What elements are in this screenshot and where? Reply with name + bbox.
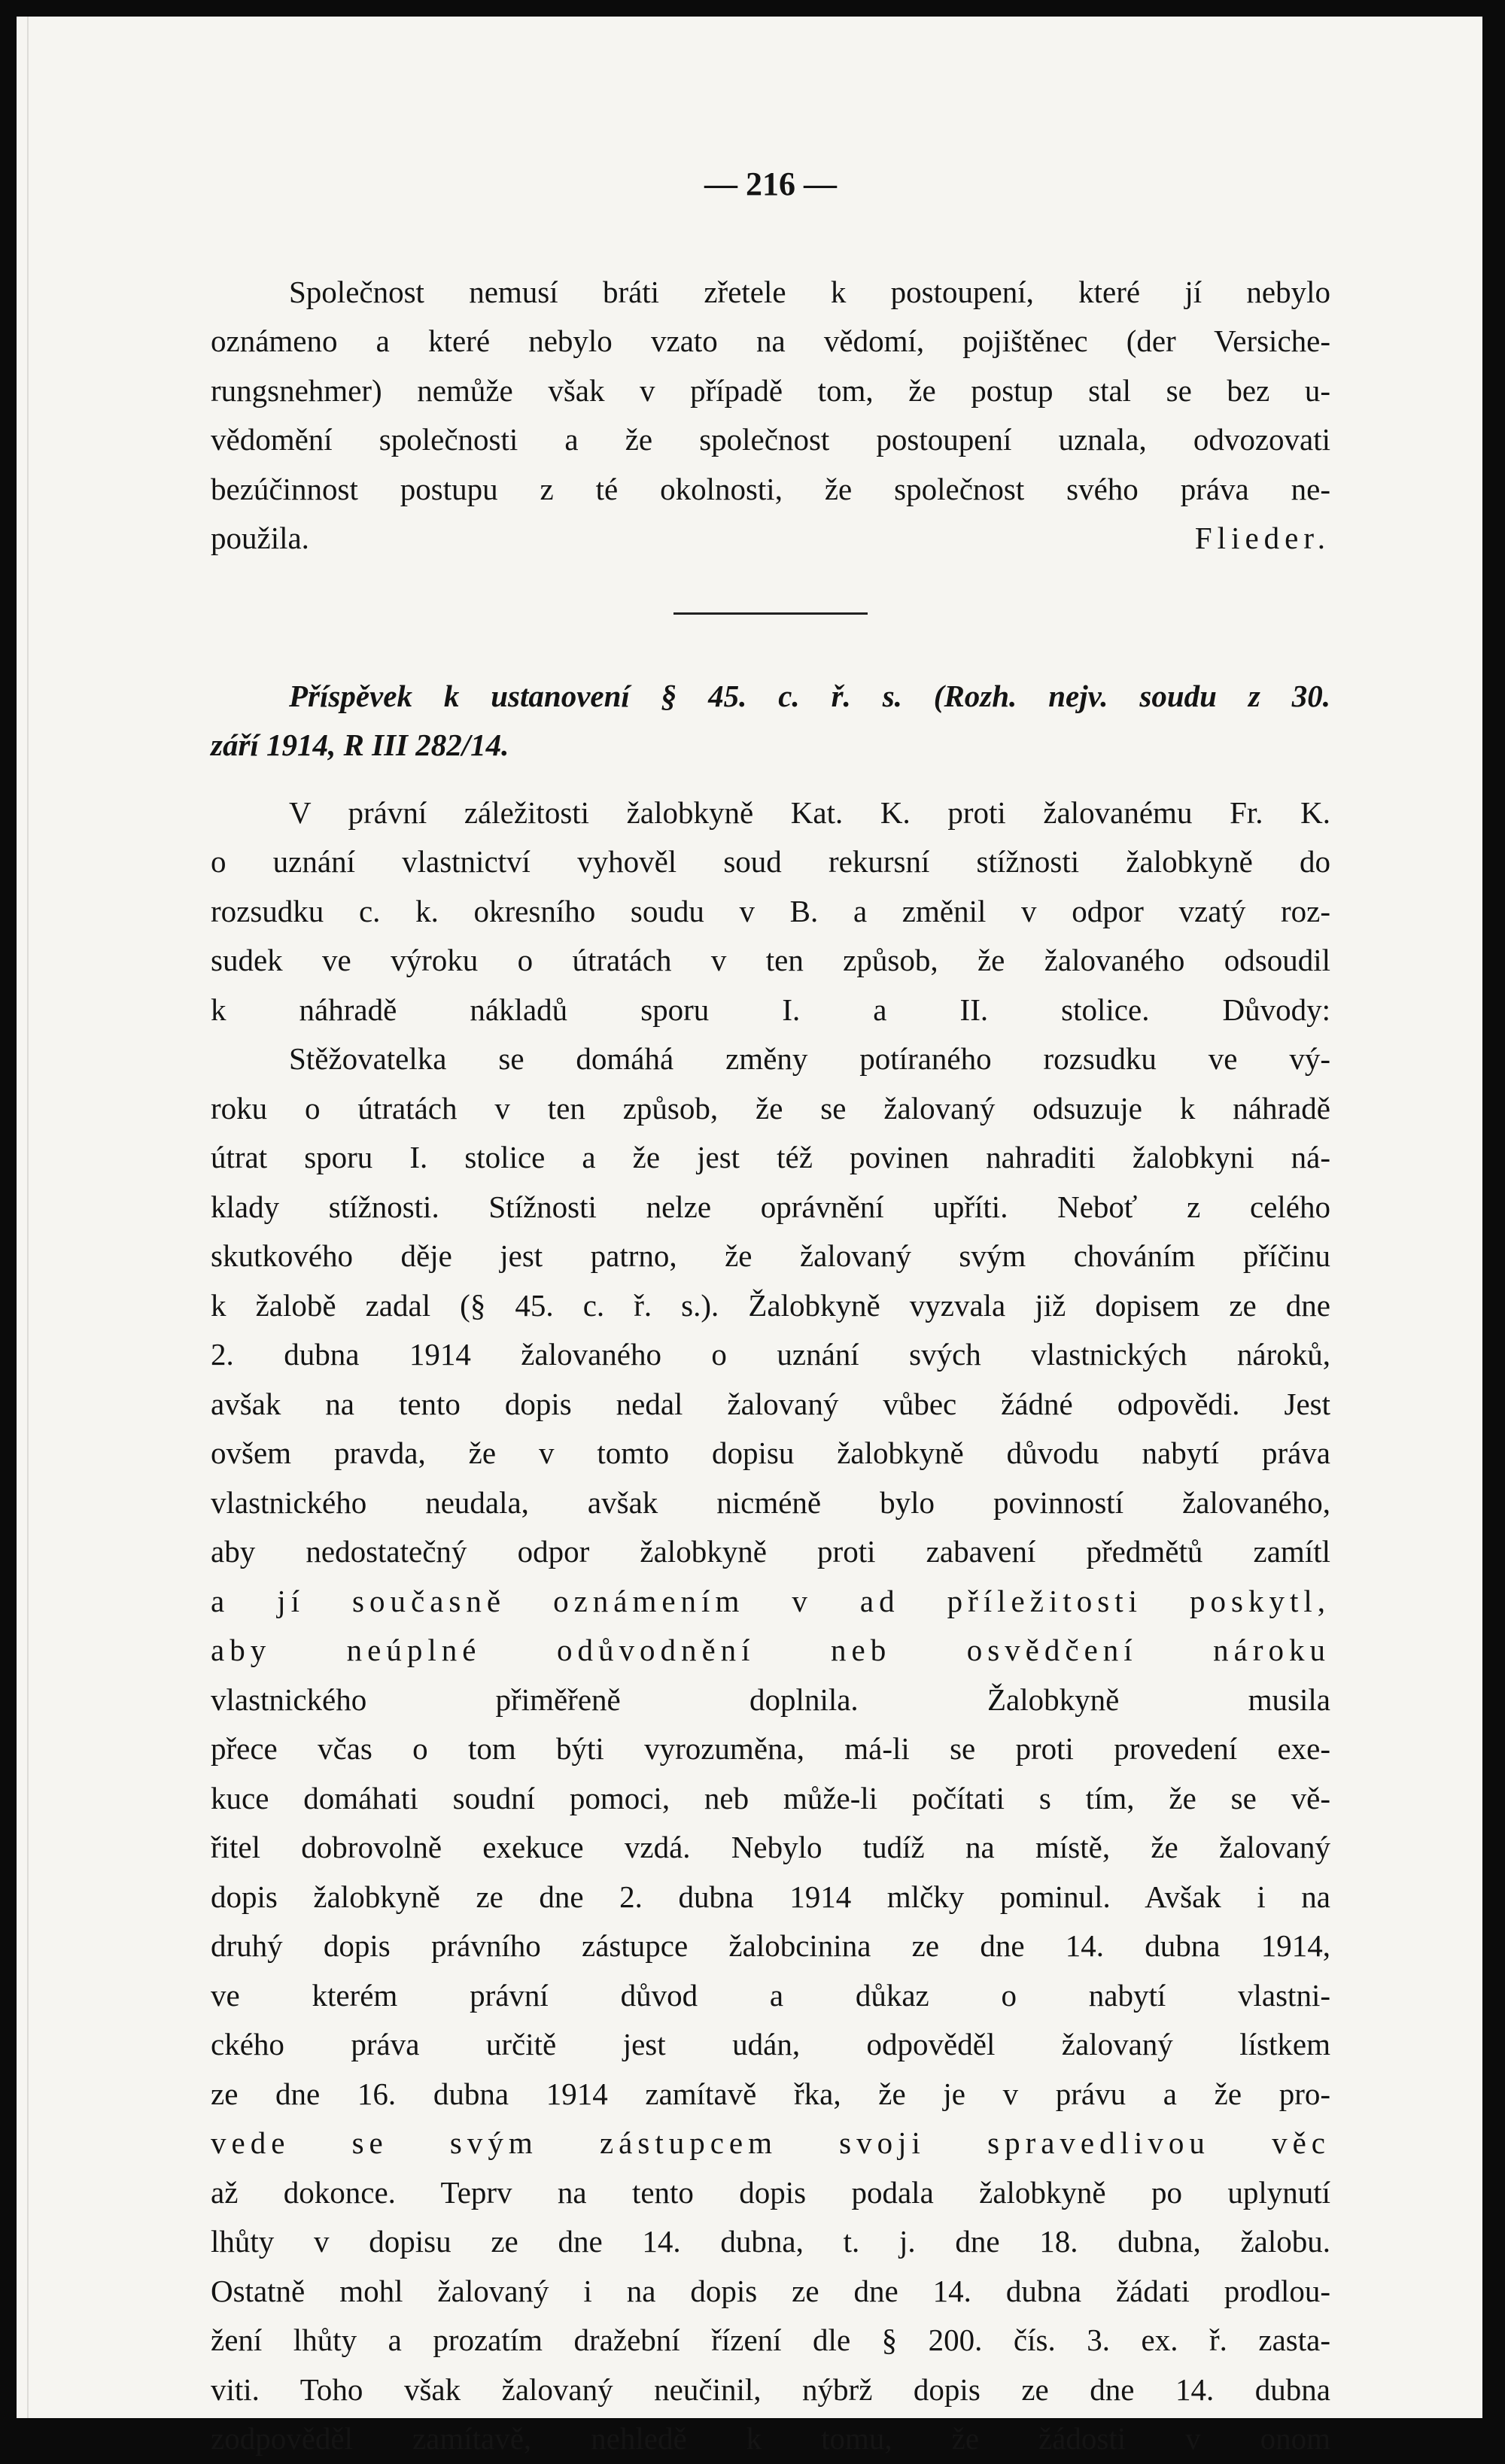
text-line: 2. dubna 1914 žalovaného o uznání svých vlastnických nároků, — [211, 1337, 1330, 1372]
text-line: V právní záležitosti žalobkyně Kat. K. proti žalovanému Fr. K. — [289, 794, 1330, 830]
text-line-spaced: vede se svým zástupcem svoji spravedlivou věc — [211, 2125, 1330, 2160]
text-line: ze dne 16. dubna 1914 zamítavě řka, že je v právu a že pro- — [211, 2076, 1330, 2111]
text-line: k náhradě nákladů sporu I. a II. stolice. Důvody: — [211, 992, 1330, 1027]
section1-summary — [211, 268, 1330, 564]
text-line: až dokonce. Teprv na tento dopis podala žalobkyně po uplynutí — [211, 2174, 1330, 2210]
text-line: Společnost nemusí bráti zřetele k postoupení, které jí nebylo — [289, 274, 1330, 309]
text-line: rungsnehmer) nemůže však v případě tom, že postup stal se bez u- — [211, 372, 1330, 408]
text-line: k žalobě zadal (§ 45. c. ř. s.). Žalobkyně vyzvala již dopisem ze dne — [211, 1287, 1330, 1323]
title-line: Příspěvek k ustanovení § 45. c. ř. s. (Rozh. nejv. soudu z 30. — [289, 678, 1330, 713]
text-line: vědomění společnosti a že společnost postoupení uznala, odvozovati — [211, 422, 1330, 457]
article-title — [211, 672, 1330, 770]
text-line: vlastnického přiměřeně doplnila. Žalobkyně musila — [211, 1682, 1330, 1717]
author-signature: Flieder. — [1194, 521, 1330, 555]
text-line: viti. Toho však žalovaný neučinil, nýbrž dopis ze dne 14. dubna — [211, 2371, 1330, 2407]
text-line-spaced: aby neúplné odůvodnění neb osvědčení nároku — [211, 1633, 1330, 1667]
text-line: dopis žalobkyně ze dne 2. dubna 1914 mlčky pominul. Avšak i na — [211, 1879, 1330, 1914]
text-line: o uznání vlastnictví vyhověl soud rekursní stížnosti žalobkyně do — [211, 844, 1330, 879]
paragraph-2 — [211, 1035, 1330, 2464]
text-line: Ostatně mohl žalovaný i na dopis ze dne 14. dubna žádati prodlou- — [211, 2273, 1330, 2308]
title-line: září 1914, R III 282/14. — [211, 728, 509, 762]
text-line: Stěžovatelka se domáhá změny potíraného rozsudku ve vý- — [289, 1041, 1330, 1076]
text-fragment: použila. — [211, 521, 309, 555]
text-line: bezúčinnost postupu z té okolnosti, že společnost svého práva ne- — [211, 471, 1330, 506]
book-page — [17, 17, 1482, 2456]
text-line: druhý dopis právního zástupce žalobcinina ze dne 14. dubna 1914, — [211, 1928, 1330, 1963]
text-line: kuce domáhati soudní pomoci, neb může-li počítati s tím, že se vě- — [211, 1780, 1330, 1815]
text-line-with-signature — [211, 514, 1330, 564]
text-line: roku o útratách v ten způsob, že se žalovaný odsuzuje k náhradě — [211, 1090, 1330, 1126]
paragraph-1 — [211, 788, 1330, 1035]
text-line: skutkového děje jest patrno, že žalovaný svým chováním příčinu — [211, 1238, 1330, 1273]
text-line: lhůty v dopisu ze dne 14. dubna, t. j. dne 18. dubna, žalobu. — [211, 2224, 1330, 2259]
text-line: vlastnického neudala, avšak nicméně bylo povinností žalovaného, — [211, 1484, 1330, 1520]
text-line: ve kterém právní důvod a důkaz o nabytí vlastni- — [211, 1977, 1330, 2013]
text-line: sudek ve výroku o útratách v ten způsob, že žalovaného odsoudil — [211, 943, 1330, 977]
text-line: ckého práva určitě jest udán, odpověděl žalovaný lístkem — [211, 2027, 1330, 2061]
text-line: klady stížnosti. Stížnosti nelze oprávnění upříti. Neboť z celého — [211, 1189, 1330, 1224]
text-line: zodpověděl zamítavě, nehledě k tomu, že žádosti v onom — [211, 2421, 1330, 2456]
text-line: útrat sporu I. stolice a že jest též povinen nahraditi žalobkyni ná- — [211, 1140, 1330, 1174]
text-line: řitel dobrovolně exekuce vzdá. Nebylo tudíž na místě, že žalovaný — [211, 1830, 1330, 1864]
text-line: aby nedostatečný odpor žalobkyně proti zabavení předmětů zamítl — [211, 1534, 1330, 1569]
text-line: žení lhůty a prozatím dražební řízení dle § 200. čís. 3. ex. ř. zasta- — [211, 2323, 1330, 2357]
text-line: oznámeno a které nebylo vzato na vědomí, pojištěnec (der Versiche- — [211, 324, 1330, 358]
page-number: — 216 — — [704, 166, 837, 202]
text-line: ovšem pravda, že v tomto dopisu žalobkyně důvodu nabytí práva — [211, 1436, 1330, 1470]
text-line: avšak na tento dopis nedal žalovaný vůbec žádné odpovědi. Jest — [211, 1386, 1330, 1421]
text-line-spaced: a jí současně oznámením v ad příležitosti poskytl, — [211, 1583, 1330, 1618]
text-line: přece včas o tom býti vyrozuměna, má-li se proti provedení exe- — [211, 1731, 1330, 1766]
section-divider — [673, 612, 868, 615]
spacer — [211, 770, 1330, 788]
page-content — [211, 160, 1330, 2464]
text-line: rozsudku c. k. okresního soudu v B. a změnil v odpor vzatý roz- — [211, 893, 1330, 928]
